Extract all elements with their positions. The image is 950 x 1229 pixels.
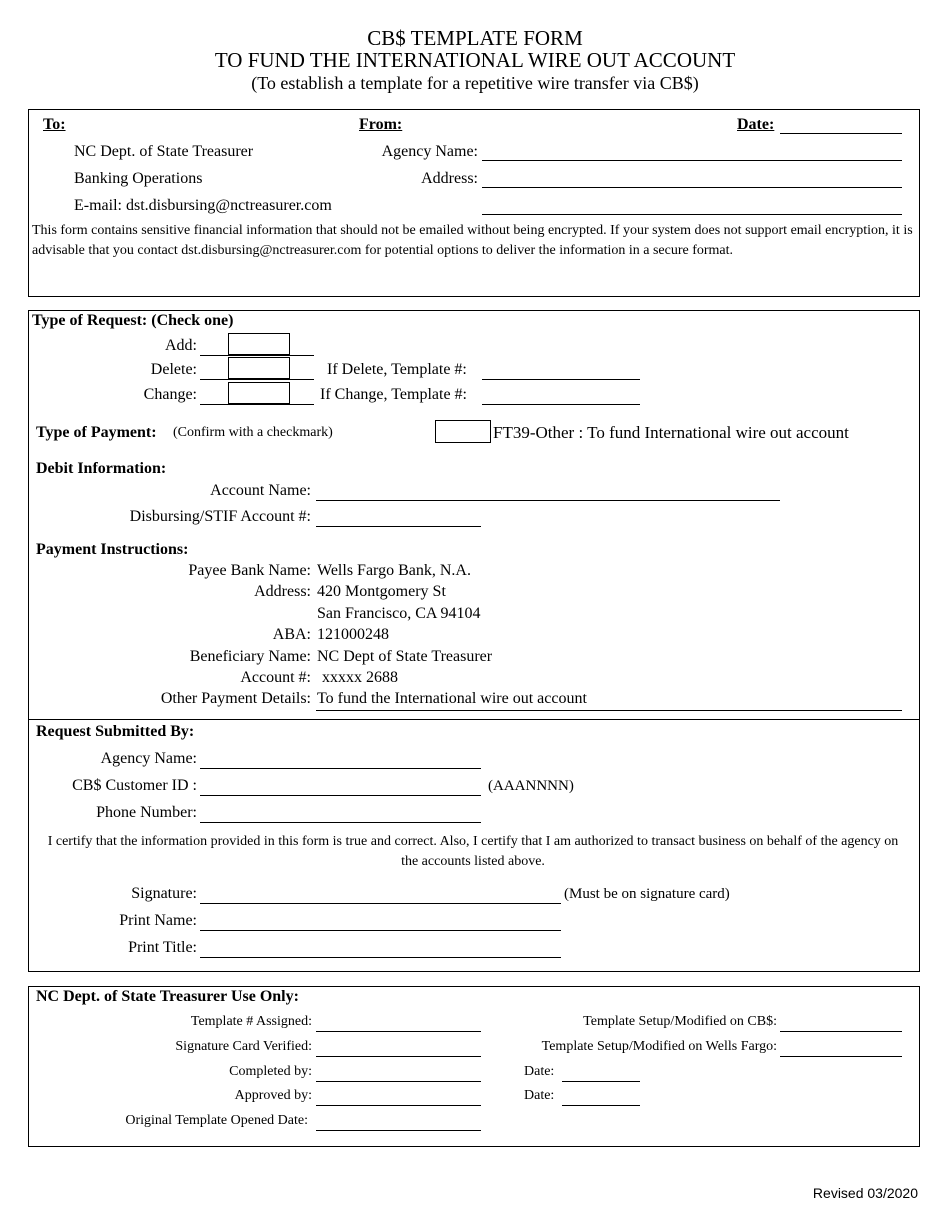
payment-type-heading: Type of Payment: [36,424,157,441]
account-number-label: Account #: [240,669,311,686]
other-details-line [316,710,902,711]
signature-field[interactable] [200,903,561,904]
submitted-heading: Request Submitted By: [36,723,195,740]
stif-account-label: Disbursing/STIF Account #: [129,508,311,525]
setup-cbs-label: Template Setup/Modified on CB$: [583,1014,777,1029]
completed-date-label: Date: [524,1064,555,1079]
to-email: E-mail: dst.disbursing@nctreasurer.com [74,197,332,214]
original-date-field[interactable] [316,1130,481,1131]
payment-type-note: (Confirm with a checkmark) [173,425,333,440]
aba-value: 121000248 [317,626,389,643]
delete-template-field[interactable] [482,379,640,380]
approved-date-label: Date: [524,1088,555,1103]
office-use-heading: NC Dept. of State Treasurer Use Only: [36,988,299,1005]
beneficiary-label: Beneficiary Name: [189,648,311,665]
original-date-label: Original Template Opened Date: [125,1113,308,1128]
delete-template-label: If Delete, Template #: [327,361,467,378]
change-line [200,404,314,405]
to-recipient: NC Dept. of State Treasurer [74,143,254,160]
sig-card-verified-field[interactable] [316,1056,481,1057]
encryption-notice: This form contains sensitive financial information that should not be emailed without being encrypted. If your system does not support email encryption, it is advisable that you contact dst.disbursing@nctreasurer.com for potential options to deliver the information in a secure format. [32,223,913,258]
from-address-label: Address: [421,170,478,187]
approved-by-field[interactable] [316,1105,481,1106]
customer-id-format: (AAANNNN) [488,778,574,794]
print-title-field[interactable] [200,957,561,958]
template-assigned-label: Template # Assigned: [190,1014,312,1029]
section-divider [28,719,920,720]
from-agency-name-label: Agency Name: [381,143,478,160]
submitted-agency-label: Agency Name: [100,750,197,767]
account-number-value: xxxxx 2688 [322,669,398,686]
change-checkbox[interactable] [228,382,290,404]
payee-address-line2: San Francisco, CA 94104 [317,605,481,622]
from-agency-name-field[interactable] [482,160,902,161]
request-type-heading: Type of Request: (Check one) [32,312,234,329]
completed-by-label: Completed by: [229,1064,312,1079]
approved-by-label: Approved by: [234,1088,312,1103]
setup-wf-label: Template Setup/Modified on Wells Fargo: [541,1039,777,1054]
payee-bank-label: Payee Bank Name: [188,562,311,579]
signature-label: Signature: [131,885,197,902]
setup-wf-field[interactable] [780,1056,902,1057]
payee-bank-value: Wells Fargo Bank, N.A. [317,562,471,579]
payment-type-checkbox[interactable] [435,420,491,443]
signature-note: (Must be on signature card) [564,886,730,902]
form-title-line2: TO FUND THE INTERNATIONAL WIRE OUT ACCOUNT [214,48,736,72]
from-label: From: [359,116,403,133]
approved-date-field[interactable] [562,1105,640,1106]
debit-heading: Debit Information: [36,460,167,477]
add-checkbox[interactable] [228,333,290,355]
delete-label: Delete: [150,361,197,378]
print-name-field[interactable] [200,930,561,931]
payment-instructions-heading: Payment Instructions: [36,541,189,558]
account-name-field[interactable] [316,500,780,501]
change-label: Change: [143,386,197,403]
to-label: To: [43,116,66,133]
change-template-label: If Change, Template #: [320,386,467,403]
setup-cbs-field[interactable] [780,1031,902,1032]
payment-type-option: FT39-Other : To fund International wire out account [493,423,849,442]
from-address-field-2[interactable] [482,214,902,215]
other-details-label: Other Payment Details: [160,690,311,707]
stif-account-field[interactable] [316,526,481,527]
aba-label: ABA: [272,626,311,643]
account-name-label: Account Name: [210,482,311,499]
date-field[interactable] [780,133,902,134]
submitted-agency-field[interactable] [200,768,481,769]
completed-date-field[interactable] [562,1081,640,1082]
delete-line [200,379,314,380]
customer-id-label: CB$ Customer ID : [72,777,197,794]
from-address-field[interactable] [482,187,902,188]
print-title-label: Print Title: [128,939,197,956]
print-name-label: Print Name: [119,912,197,929]
form-subtitle: (To establish a template for a repetitive wire transfer via CB$) [251,73,699,93]
customer-id-field[interactable] [200,795,481,796]
to-department: Banking Operations [74,170,203,187]
form-title: CB$ TEMPLATE FORM [367,26,583,50]
sig-card-verified-label: Signature Card Verified: [175,1039,312,1054]
add-label: Add: [165,337,197,354]
payee-address-label: Address: [254,583,311,600]
beneficiary-value: NC Dept of State Treasurer [317,648,493,665]
phone-field[interactable] [200,822,481,823]
delete-checkbox[interactable] [228,357,290,379]
payee-address-line1: 420 Montgomery St [317,583,446,600]
other-details-value: To fund the International wire out account [317,690,587,707]
date-label: Date: [737,116,775,133]
phone-label: Phone Number: [96,804,197,821]
template-assigned-field[interactable] [316,1031,481,1032]
completed-by-field[interactable] [316,1081,481,1082]
add-line [200,355,314,356]
revision-date: Revised 03/2020 [812,1185,918,1201]
change-template-field[interactable] [482,404,640,405]
certification-text: I certify that the information provided in this form is true and correct. Also, I certify that I am authorized to transact business on behalf of the agency on the accounts listed above. [47,834,899,869]
